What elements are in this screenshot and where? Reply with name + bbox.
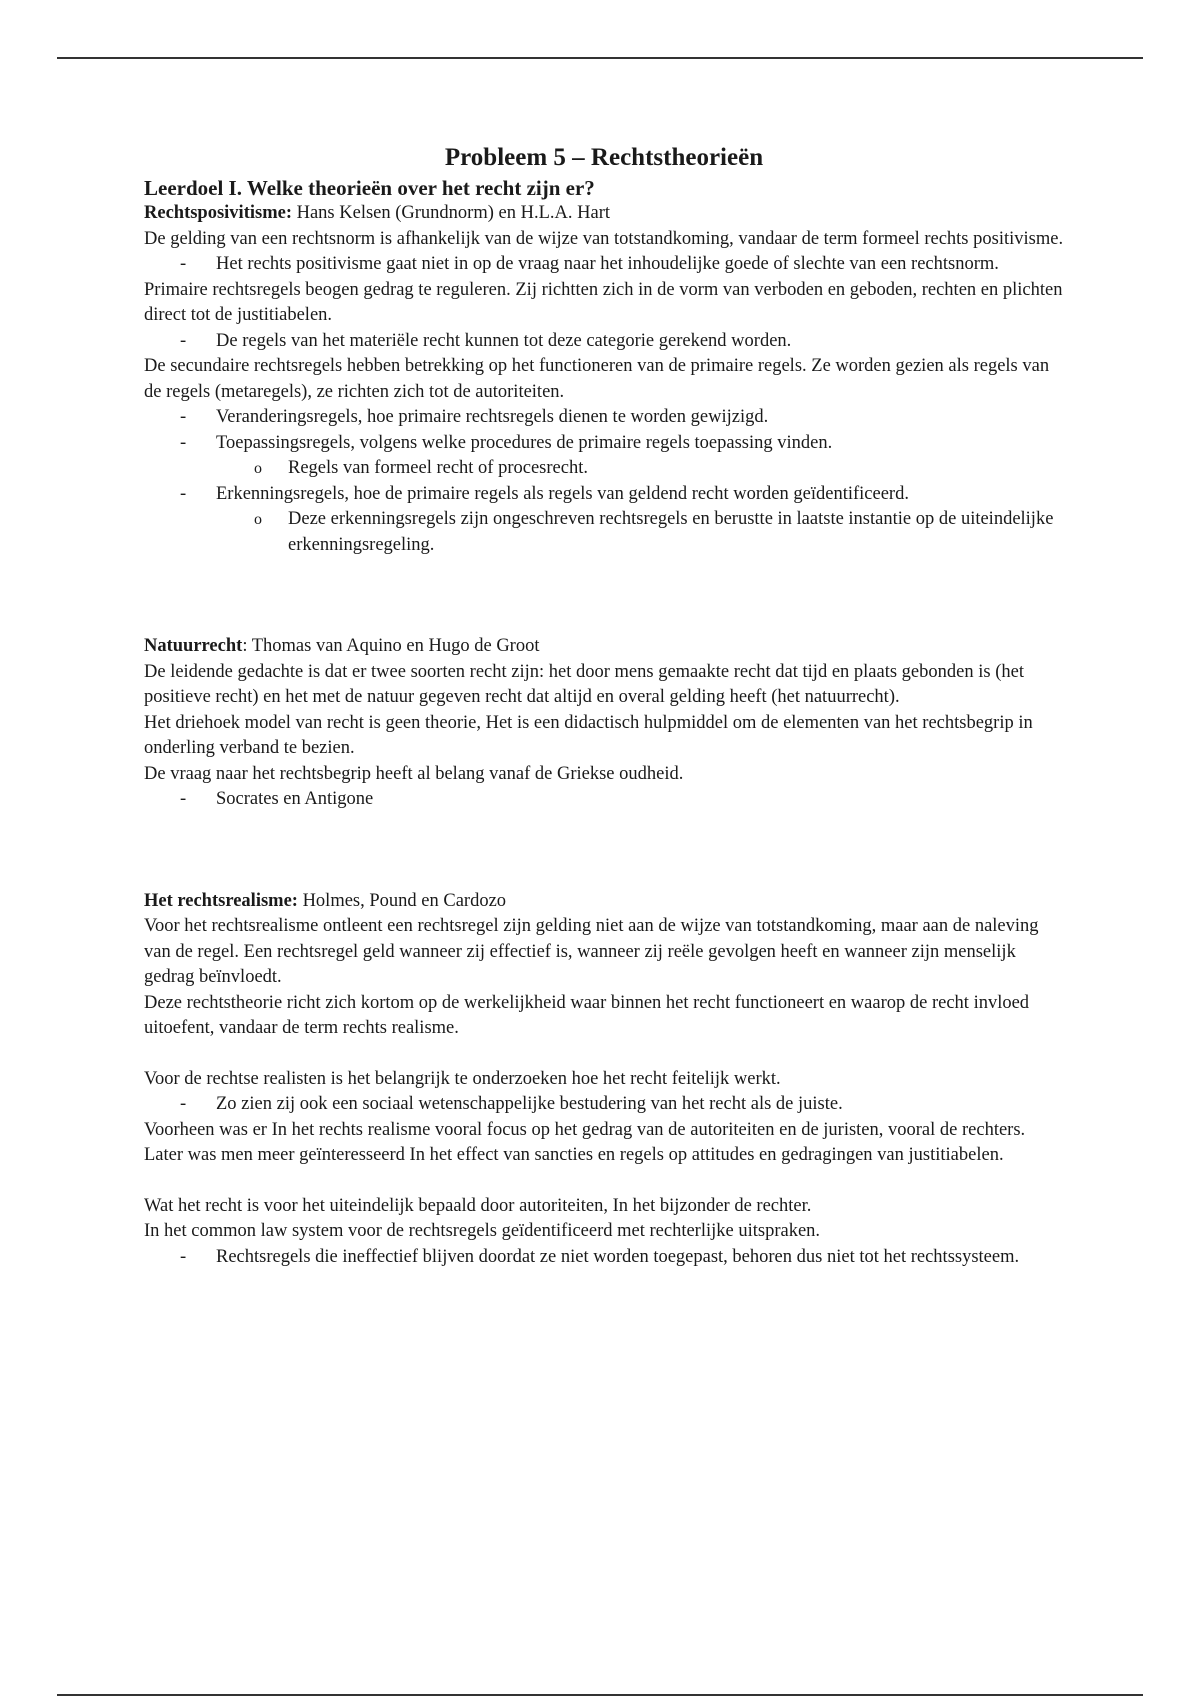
spacer: [144, 1169, 1064, 1194]
learning-goal-heading: Leerdoel I. Welke theorieën over het recht zijn er?: [144, 176, 595, 200]
realism-authors: Holmes, Pound en Cardozo: [297, 890, 507, 911]
realism-paragraph-1: Voor het rechtsrealisme ontleent een rechtsregel zijn gelding niet aan de wijze van totstandkoming, maar aan de naleving van de regel. Een rechtsregel geld wanneer zij effectief is, wanneer zij reële gevolgen heeft en wanneer zijn menselijk gedrag beïnvloedt.: [144, 916, 1039, 987]
positivism-paragraph-1: De gelding van een rechtsnorm is afhankelijk van de wijze van totstandkoming, vandaar de term formeel rechts positivisme.: [144, 228, 1064, 249]
spacer: [144, 558, 1064, 634]
positivism-authors: Hans Kelsen (Grundnorm) en H.L.A. Hart: [291, 203, 610, 223]
bottom-rule: [57, 1694, 1143, 1696]
list-item: - Veranderingsregels, hoe primaire rechtsregels dienen te worden gewijzigd.: [144, 405, 1064, 431]
spacer: [144, 813, 1064, 889]
sub-list-item: o Regels van formeel recht of procesrecht.: [144, 456, 1064, 482]
natural-law-paragraph-2: Het driehoek model van recht is geen theorie, Het is een didactisch hulpmiddel om de elementen van het rechtsbegrip in onderling verband te bezien.: [144, 712, 1033, 758]
positivism-paragraph-2: Primaire rechtsregels beogen gedrag te reguleren. Zij richtten zich in de vorm van verboden en geboden, rechten en plichten direct tot de justitiabelen.: [144, 279, 1063, 325]
positivism-label: Rechtsposivitisme:: [144, 203, 292, 223]
natural-law-authors: : Thomas van Aquino en Hugo de Groot: [242, 636, 540, 656]
sub-list-item: o Deze erkenningsregels zijn ongeschreven rechtsregels en berustte in laatste instantie op de uiteindelijke erkenningsregeling.: [144, 507, 1064, 558]
list-item: - Het rechts positivisme gaat niet in op de vraag naar het inhoudelijke goede of slechte van een rechtsnorm.: [144, 252, 1064, 278]
list-item: - Zo zien zij ook een sociaal wetenschappelijke bestudering van het recht als de juiste.: [144, 1092, 1064, 1118]
page-title: Probleem 5 – Rechtstheorieën: [444, 144, 764, 171]
realism-paragraph-4: Voorheen was er In het rechts realisme vooral focus op het gedrag van de autoriteiten en de juristen, vooral de rechters. Later was men meer geïnteresseerd In het effect van sancties en regels op attitudes en gedragingen van justitiabelen.: [144, 1119, 1026, 1165]
realism-label: Het rechtsrealisme:: [144, 890, 298, 911]
realism-paragraph-5: Wat het recht is voor het uiteindelijk bepaald door autoriteiten, In het bijzonder de rechter.: [144, 1195, 812, 1216]
spacer: [144, 1042, 1064, 1067]
list-item: - Rechtsregels die ineffectief blijven doordat ze niet worden toegepast, behoren dus niet tot het rechtssysteem.: [144, 1245, 1064, 1271]
positivism-heading: [144, 201, 1064, 227]
top-rule: [57, 57, 1143, 59]
positivism-paragraph-3: De secundaire rechtsregels hebben betrekking op het functioneren van de primaire regels. Ze worden gezien als regels van de regels (metaregels), ze richten zich tot de autoriteiten.: [144, 356, 1050, 402]
list-item: - Socrates en Antigone: [144, 787, 1064, 813]
realism-list-1: [144, 1092, 1064, 1118]
natural-law-heading: [144, 634, 1064, 660]
realism-paragraph-2: Deze rechtstheorie richt zich kortom op de werkelijkheid waar binnen het recht functioneert en waarop de recht invloed uitoefent, vandaar de term rechts realisme.: [144, 992, 1030, 1038]
positivism-list-3: [144, 405, 1064, 558]
natural-law-paragraph-1: De leidende gedachte is dat er twee soorten recht zijn: het door mens gemaakte recht dat tijd en plaats gebonden is (het positieve recht) en het met de natuur gegeven recht dat altijd en overal gelding heeft (het natuurrecht).: [144, 661, 1024, 707]
list-item: - De regels van het materiële recht kunnen tot deze categorie gerekend worden.: [144, 329, 1064, 355]
realism-heading: [144, 889, 1064, 915]
list-item: - Erkenningsregels, hoe de primaire regels als regels van geldend recht worden geïdentificeerd.: [144, 482, 1064, 508]
list-item: - Toepassingsregels, volgens welke procedures de primaire regels toepassing vinden.: [144, 431, 1064, 457]
positivism-list-2: [144, 329, 1064, 355]
natural-law-label: Natuurrecht: [144, 636, 243, 656]
positivism-list-1: [144, 252, 1064, 278]
natural-law-list: [144, 787, 1064, 813]
realism-paragraph-3: Voor de rechtse realisten is het belangrijk te onderzoeken hoe het recht feitelijk werkt.: [144, 1068, 781, 1089]
realism-paragraph-6: In het common law system voor de rechtsregels geïdentificeerd met rechterlijke uitspraken.: [144, 1221, 821, 1241]
natural-law-paragraph-3: De vraag naar het rechtsbegrip heeft al belang vanaf de Griekse oudheid.: [144, 763, 684, 784]
document-body: [144, 143, 1064, 1270]
realism-list-2: [144, 1245, 1064, 1271]
